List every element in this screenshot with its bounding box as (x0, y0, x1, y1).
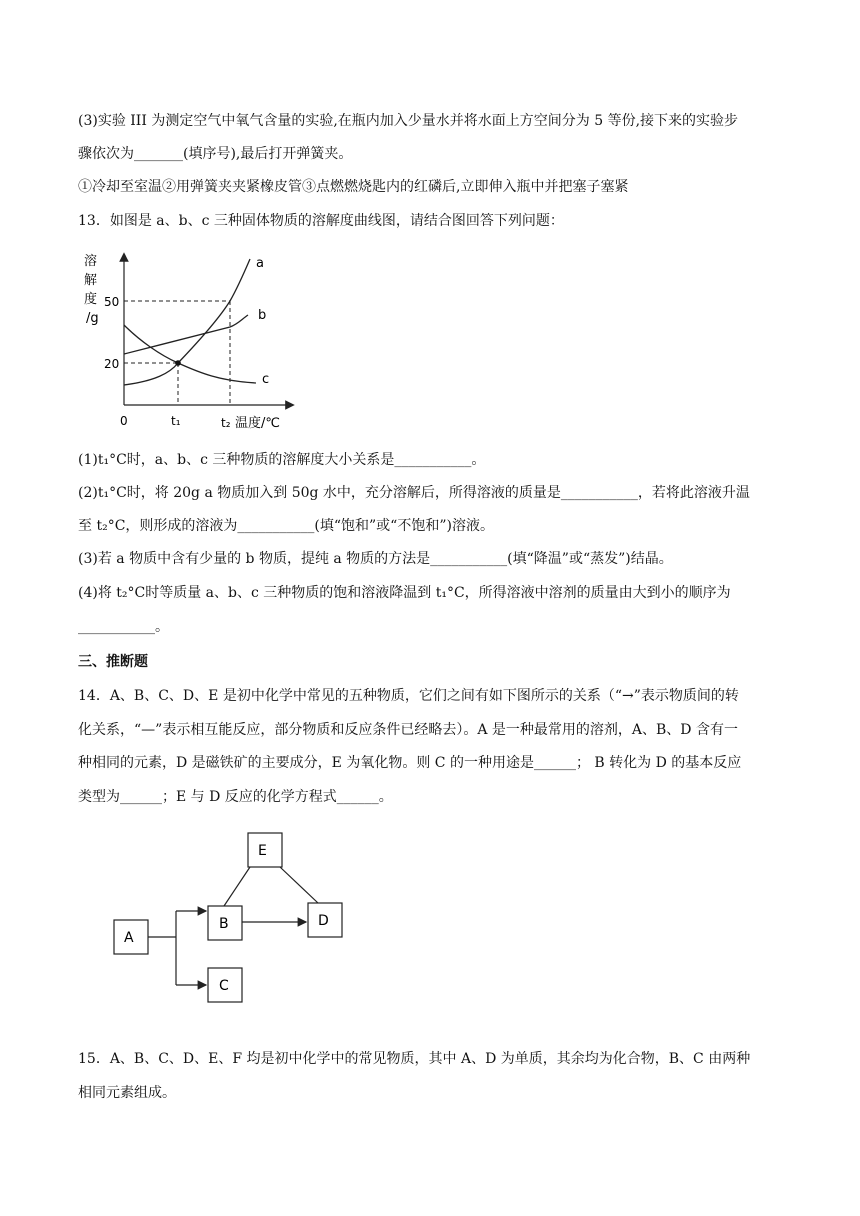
q14-line4: 类型为______；E 与 D 反应的化学方程式______。 (78, 789, 393, 805)
y-axis-label-3: 度 (84, 292, 98, 307)
q15-line1: 15．A、B、C、D、E、F 均是初中化学中的常见物质，其中 A、D 为单质，其余均为化合物，B、C 由两种 (78, 1051, 751, 1067)
x-tick-0: 0 (120, 414, 128, 428)
q15-line2: 相同元素组成。 (78, 1085, 176, 1101)
solubility-chart (80, 245, 300, 435)
q12-part3-line2: 骤依次为_______(填序号),最后打开弹簧夹。 (78, 146, 353, 162)
y-tick-20: 20 (104, 357, 120, 371)
link-E-D (280, 867, 318, 903)
node-E-label: E (258, 843, 267, 859)
y-axis-label-1: 溶 (84, 254, 98, 269)
y-axis-label-2: 解 (84, 273, 98, 288)
section-title-inference: 三、推断题 (78, 654, 148, 670)
x-axis-label: 温度/℃ (235, 416, 280, 431)
y-axis-label-4: /g (86, 311, 99, 326)
curve-b (124, 315, 248, 354)
intersection-point (175, 360, 181, 366)
q13-part1: (1)t₁°C时，a、b、c 三种物质的溶解度大小关系是___________。 (78, 452, 486, 468)
link-E-B (224, 867, 250, 906)
relationship-diagram (100, 825, 370, 1015)
curve-c (124, 325, 256, 383)
series-label-b: b (258, 308, 267, 323)
node-A-label: A (124, 930, 134, 946)
q14-line1: 14．A、B、C、D、E 是初中化学中常见的五种物质，它们之间有如下图所示的关系（“→”表示物质间的转 (78, 688, 739, 704)
node-D-label: D (318, 913, 329, 929)
y-tick-50: 50 (104, 295, 120, 309)
q12-steps: ①冷却至室温②用弹簧夹夹紧橡皮管③点燃燃烧匙内的红磷后,立即伸入瓶中并把塞子塞紧 (78, 179, 629, 195)
q13-stem: 13．如图是 a、b、c 三种固体物质的溶解度曲线图，请结合图回答下列问题： (78, 213, 564, 229)
q14-line2: 化关系，“—”表示相互能反应，部分物质和反应条件已经略去）。A 是一种最常用的溶剂，A、B、D 含有一 (78, 722, 738, 738)
q13-part4-line2: ___________。 (78, 619, 169, 635)
q14-line3: 种相同的元素，D 是磁铁矿的主要成分，E 为氧化物。则 C 的一种用途是______； B 转化为 D 的基本反应 (78, 755, 742, 771)
q13-part4-line1: (4)将 t₂°C时等质量 a、b、c 三种物质的饱和溶液降温到 t₁°C，所得溶液中溶剂的质量由大到小的顺序为 (78, 585, 731, 601)
series-label-c: c (262, 372, 270, 387)
q13-part2-line2: 至 t₂°C，则形成的溶液为___________(填“饱和”或“不饱和”)溶液。 (78, 518, 494, 534)
q13-part3: (3)若 a 物质中含有少量的 b 物质，提纯 a 物质的方法是___________(填“降温”或“蒸发”)结晶。 (78, 551, 673, 567)
x-tick-t1: t₁ (171, 414, 181, 428)
x-tick-t2: t₂ (221, 416, 231, 430)
node-B-label: B (219, 916, 229, 932)
q12-part3-line1: (3)实验 III 为测定空气中氧气含量的实验,在瓶内加入少量水并将水面上方空间分为 5 等份,接下来的实验步 (78, 113, 739, 129)
series-label-a: a (256, 256, 264, 271)
q13-part2-line1: (2)t₁°C时，将 20g a 物质加入到 50g 水中，充分溶解后，所得溶液的质量是___________，若将此溶液升温 (78, 485, 750, 501)
node-C-label: C (219, 978, 229, 994)
curve-a (124, 259, 250, 385)
